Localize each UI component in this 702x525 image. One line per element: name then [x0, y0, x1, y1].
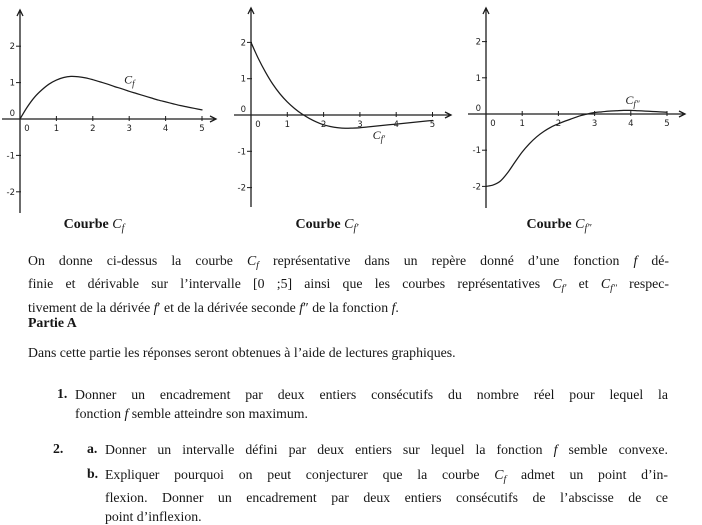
x-tick-label: 3: [126, 124, 132, 134]
text-line: [105, 489, 668, 508]
text-segment: et de la dérivée seconde: [160, 299, 300, 315]
item-marker: 2.: [53, 441, 64, 456]
math-symbol: C: [246, 253, 257, 268]
bold-text: Courbe: [526, 217, 576, 232]
text-segment: ′: [157, 299, 161, 315]
text-segment: de la fonction: [308, 299, 392, 315]
text-segment: Expliquer pourquoi on peut conjecturer que la courbe: [105, 467, 495, 482]
part-a-intro-text: [28, 344, 669, 363]
math-symbol: f: [553, 442, 558, 457]
y-tick-label: 1: [9, 78, 15, 89]
x-tick-label: 2: [555, 119, 562, 129]
cf-second-curve-label: $C_{f''}$: [625, 92, 640, 109]
x-tick-label: 5: [664, 119, 670, 129]
question-1-text: [75, 386, 668, 423]
item-marker: 1.: [57, 386, 68, 401]
cf-curve-label: $C_f$: [124, 72, 135, 89]
y-tick-label: 0: [475, 104, 481, 114]
y-tick-label: 1: [475, 73, 481, 84]
math-symbol: C: [344, 217, 354, 232]
math-symbol: f: [124, 405, 129, 421]
text-segment: fonction: [75, 405, 125, 421]
cf-prime-curve-label: $C_{f'}$: [372, 127, 386, 144]
y-tick-label: 0: [9, 109, 15, 119]
x-tick-label: 0: [24, 124, 30, 134]
text-line: [105, 466, 668, 489]
text-line: [28, 252, 669, 275]
x-tick-label: 3: [357, 120, 363, 130]
math-symbol: f′: [561, 283, 567, 295]
text-segment: .: [395, 299, 399, 315]
math-symbol: f: [503, 473, 507, 485]
plot-cf: [0, 0, 234, 215]
text-segment: respec-: [616, 276, 669, 292]
text-segment: flexion. Donner un encadrement par deux entiers consécutifs de l’abscisse de ce: [105, 490, 668, 506]
x-tick-label: 4: [162, 124, 169, 134]
x-tick-label: 1: [284, 120, 291, 130]
text-line: [75, 405, 668, 424]
part-a-heading-text: [28, 314, 669, 333]
text-segment: tivement de la dérivée: [28, 299, 154, 315]
question-2b-text: [105, 466, 668, 525]
axes: [234, 8, 451, 207]
math-symbol: f″: [584, 222, 592, 234]
text-segment: semble atteindre son maximum.: [128, 405, 308, 421]
text-line: [105, 441, 668, 460]
bold-text: Courbe: [295, 217, 345, 232]
math-symbol: f: [153, 299, 158, 315]
y-tick-label: -2: [237, 183, 246, 194]
math-symbol: f: [256, 259, 259, 271]
cf-curve: [20, 76, 202, 119]
axis-arrows: [248, 8, 451, 118]
text-segment: On donne ci-dessus la courbe: [28, 253, 247, 268]
text-segment: admet un point d’in-: [506, 467, 668, 482]
item-marker: b.: [87, 466, 99, 481]
intro-paragraph-text: [28, 252, 669, 317]
axis-arrows: [483, 8, 685, 117]
x-tick-label: 2: [90, 124, 96, 134]
x-tick-label: 1: [53, 124, 60, 134]
y-tick-label: -1: [472, 146, 481, 157]
y-tick-label: 1: [240, 74, 246, 85]
math-symbol: f: [299, 299, 304, 315]
bold-text: Partie A: [28, 315, 77, 330]
x-tick-label: 5: [429, 120, 436, 130]
plot-cf-prime: [234, 0, 468, 215]
math-symbol: f′: [353, 222, 359, 234]
x-tick-label: 1: [519, 119, 525, 129]
x-tick-label: 0: [255, 120, 261, 130]
x-tick-label: 4: [628, 119, 634, 129]
bold-text: Courbe: [63, 217, 113, 232]
text-segment: Donner un encadrement par deux entiers consécutifs du nombre réel pour lequel la: [75, 387, 668, 402]
y-tick-label: 2: [240, 38, 246, 49]
x-tick-label: 3: [591, 119, 598, 129]
axes: [2, 10, 216, 213]
text-line: [105, 508, 668, 525]
x-tick-label: 4: [393, 120, 399, 130]
text-segment: ″: [303, 299, 309, 315]
text-line: [28, 275, 669, 298]
x-tick-label: 0: [490, 119, 496, 129]
caption-cf-prime: [296, 217, 359, 234]
text-line: [28, 344, 669, 363]
y-tick-label: -2: [6, 187, 15, 198]
caption-cf: [64, 217, 125, 234]
text-segment: Dans cette partie les réponses seront obtenues à l’aide de lectures graphiques.: [28, 345, 456, 360]
text-segment: finie et dérivable sur l’intervalle [0 ;5] ainsi que les courbes représentatives: [28, 276, 553, 292]
y-tick-label: -1: [6, 151, 15, 162]
math-symbol: f: [633, 253, 638, 268]
text-segment: point d’inflexion.: [105, 508, 202, 524]
item-marker: a.: [87, 441, 98, 456]
y-tick-label: 0: [240, 105, 246, 115]
axes: [468, 8, 685, 208]
math-symbol: C: [494, 467, 504, 482]
text-line: [28, 314, 669, 333]
cf-second-curve: [486, 110, 670, 186]
y-tick-label: -2: [472, 182, 481, 193]
axis-arrows: [17, 10, 216, 122]
math-symbol: C: [112, 217, 122, 232]
math-symbol: C: [552, 276, 562, 292]
plot-cf-second: [468, 0, 702, 215]
math-symbol: C: [575, 217, 585, 232]
x-tick-label: 5: [199, 124, 205, 134]
y-tick-label: 2: [475, 37, 481, 48]
question-2a-text: [105, 441, 668, 460]
math-symbol: f: [391, 299, 396, 315]
y-tick-label: 2: [9, 42, 15, 53]
math-symbol: f″: [610, 283, 617, 295]
text-segment: Donner un intervalle défini par deux entiers sur lequel la fonction: [105, 442, 554, 457]
y-tick-label: -1: [237, 147, 246, 158]
text-line: [75, 386, 668, 405]
x-tick-label: 2: [320, 120, 327, 130]
text-segment: semble convexe.: [557, 442, 668, 457]
math-symbol: C: [600, 276, 611, 292]
math-symbol: f: [121, 222, 125, 234]
text-segment: dé-: [637, 253, 669, 268]
caption-cf-second: [527, 217, 592, 234]
text-segment: représentative dans un repère donné d’une fonction: [258, 253, 634, 268]
text-segment: et: [566, 276, 601, 292]
